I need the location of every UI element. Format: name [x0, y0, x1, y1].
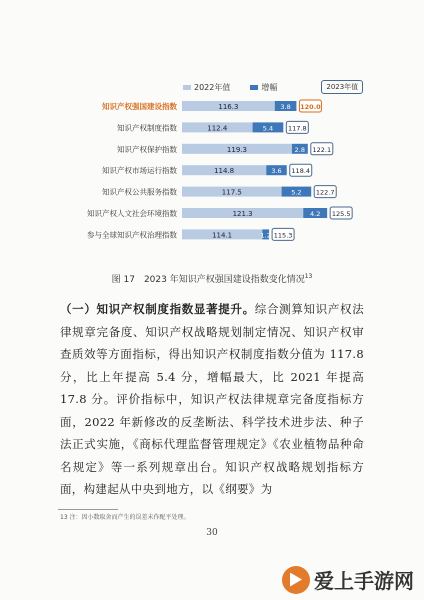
legend-label-increase: 增幅: [261, 82, 278, 92]
chart-legend: [183, 80, 383, 94]
footnote: 13 注：因小数取舍而产生的误差未作配平处理。: [60, 514, 190, 521]
bar-2022-value: 112.4: [207, 124, 228, 133]
play-logo-icon: [282, 566, 310, 594]
bar-increase-value: 5.2: [291, 188, 302, 197]
bar-2022-value: 114.8: [214, 167, 235, 176]
category-label: 知识产权保护指数: [117, 144, 177, 154]
bar-increase-value: 1.2: [260, 231, 271, 240]
legend-swatch-increase: [250, 85, 258, 90]
bar-2022-value: 114.1: [212, 231, 233, 240]
bar-increase-value: 3.6: [271, 167, 282, 176]
category-label: 知识产权人文社会环境指数: [87, 209, 177, 218]
total-value: 125.5: [331, 210, 351, 218]
category-label: 知识产权公共服务指数: [102, 187, 177, 197]
bar-2022-value: 119.3: [226, 145, 247, 154]
legend-label-2022: 2022年值: [194, 82, 231, 92]
bar-2022-value: 121.3: [232, 210, 253, 218]
total-value: 122.7: [315, 188, 335, 197]
category-label: 参与全球知识产权治理指数: [87, 230, 177, 240]
caption-footnote-ref: 13: [304, 273, 313, 280]
caption-text: 图 17 2023 年知识产权强国建设指数变化情况: [111, 275, 305, 285]
watermark-text: 爱上手游网: [314, 569, 414, 593]
watermark: [282, 565, 414, 594]
footnote-divider: [58, 509, 118, 510]
legend-swatch-2022: [183, 85, 191, 90]
category-label: 知识产权强国建设指数: [102, 102, 177, 111]
bar-increase-value: 4.2: [310, 210, 321, 218]
paragraph-body: 综合测算知识产权法律规章完备度、知识产权战略规划制定情况、知识产权审查质效等方面指标，得出知识产权制度指数分值为 117.8 分，比上年提高 5.4 分，增幅最大，比 2021 年提高 17.8 分。评价指标中，知识产权法律规章完备度指标方面，2022 年新修改的反垄断法、科学技术进步法、种子法正式实施，《商标代理监督管理规定》《农业植物品种命名规定》等一系列规章出台。知识产权战略规划指标方面，构建起从中央到地方，以《纲要》为: [60, 302, 364, 496]
category-label: 知识产权市场运行指数: [102, 166, 177, 176]
total-value: 122.1: [312, 145, 332, 154]
total-value: 115.3: [273, 231, 293, 240]
total-value: 120.0: [300, 103, 321, 111]
bar-chart: [0, 0, 424, 260]
paragraph-heading: （一）知识产权制度指数显著提升。: [60, 302, 255, 316]
total-value: 118.4: [291, 167, 311, 176]
legend-label-2023: 2023年值: [321, 80, 363, 94]
bar-increase-value: 5.4: [262, 124, 274, 133]
page-number: 30: [206, 528, 218, 538]
bar-2022-value: 117.5: [221, 188, 242, 197]
figure-caption: [0, 272, 424, 285]
category-label: 知识产权制度指数: [117, 123, 177, 133]
bar-2022-value: 116.3: [218, 103, 239, 111]
bar-increase-value: 2.8: [294, 145, 306, 154]
body-paragraph: [60, 298, 364, 501]
bar-increase-value: 3.8: [280, 103, 291, 111]
total-value: 117.8: [288, 124, 307, 133]
